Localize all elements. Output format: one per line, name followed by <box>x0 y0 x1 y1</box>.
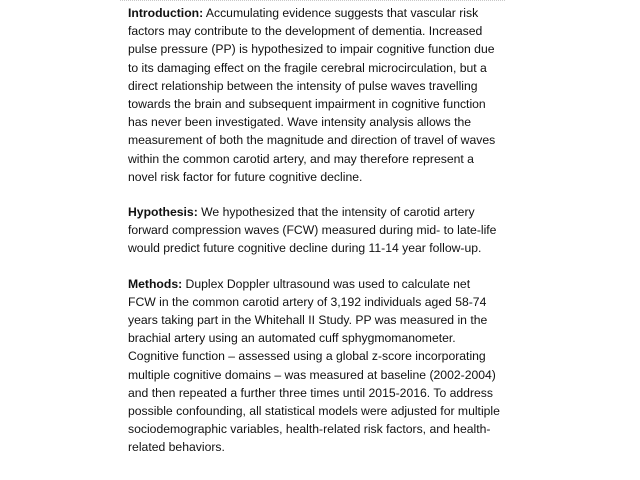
hypothesis-label: Hypothesis: <box>128 205 198 220</box>
methods-text: Duplex Doppler ultrasound was used to calculate net FCW in the common carotid artery of 3,192 individuals aged 58-74 years taking part in the Whitehall II Study. PP was measured in the brachial artery using an automated cuff sphygmomanometer. Cognitive function – assessed using a global z-score incorporating multiple cognitive domains – was measured at baseline (2002-2004) and then repeated a further three times until 2015-2016. To address possible confounding, all statistical models were adjusted for multiple sociodemographic variables, health-related risk factors, and health-related behaviors. <box>128 276 500 455</box>
hypothesis-paragraph <box>128 203 500 258</box>
abstract-body <box>128 4 500 474</box>
top-divider <box>120 0 505 3</box>
methods-label: Methods: <box>128 276 183 291</box>
introduction-text: Accumulating evidence suggests that vascular risk factors may contribute to the development of dementia. Increased pulse pressure (PP) is hypothesized to impair cognitive function due to its damaging effect on the fragile cerebral microcirculation, but a direct relationship between the intensity of pulse waves travelling towards the brain and subsequent impairment in cognitive function has never been investigated. Wave intensity analysis allows the measurement of both the magnitude and direction of travel of waves within the common carotid artery, and may therefore represent a novel risk factor for future cognitive decline. <box>128 6 496 184</box>
hypothesis-text: We hypothesized that the intensity of carotid artery forward compression waves (FCW) measured during mid- to late-life would predict future cognitive decline during 11-14 year follow-up. <box>128 205 497 256</box>
introduction-label: Introduction: <box>128 6 204 20</box>
methods-paragraph <box>128 275 500 457</box>
introduction-paragraph <box>128 4 500 186</box>
